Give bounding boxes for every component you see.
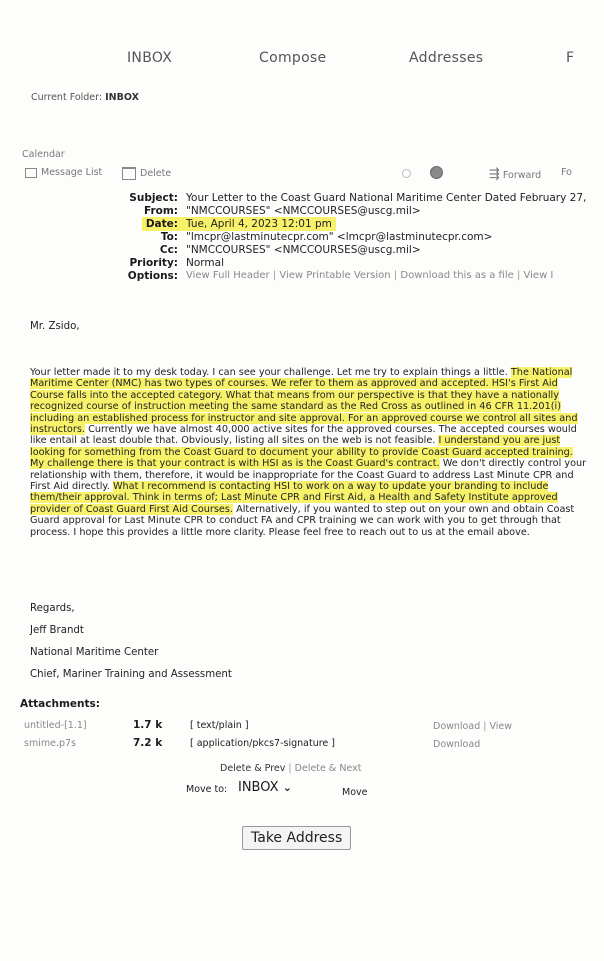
attachment-size: 1.7 k xyxy=(133,719,163,731)
options-links: View Full Header | View Printable Version | Download this as a file | View I xyxy=(186,270,554,281)
download-label: Download xyxy=(433,721,481,732)
signature-title: Chief, Mariner Training and Assessment xyxy=(30,669,232,680)
reply-all-icon[interactable] xyxy=(430,166,443,179)
to-label: To: xyxy=(160,231,178,243)
attachment-download-link[interactable]: Download | View xyxy=(433,721,513,732)
delete-nav: Delete & Prev | Delete & Next xyxy=(220,763,362,774)
delete-prev-link[interactable]: Delete & Prev xyxy=(220,763,286,774)
subject-value: Your Letter to the Coast Guard National Maritime Center Dated February 27, xyxy=(186,192,587,204)
date-value: Tue, April 4, 2023 12:01 pm xyxy=(186,218,332,230)
forward-label: Forward xyxy=(502,170,542,181)
view-cut-link[interactable]: View I xyxy=(523,270,554,281)
date-label: Date: xyxy=(145,218,178,230)
paragraph-active-sites: Currently we have almost 40,000 active sites for the approved courses. The accepted courses would like entail at least double that. Obviously, listing all sites on the web is not feasible. xyxy=(30,424,577,447)
take-address-button[interactable]: Take Address xyxy=(242,826,351,850)
nav-compose[interactable]: Compose xyxy=(259,50,327,66)
attachment-name[interactable]: untitled-[1.1] xyxy=(24,720,87,731)
download-file-link[interactable]: Download this as a file xyxy=(400,270,514,281)
message-list-label: Message List xyxy=(41,167,103,178)
nav-inbox[interactable]: INBOX xyxy=(127,50,173,66)
delete-label: Delete xyxy=(140,168,172,179)
delete-button[interactable] xyxy=(122,167,171,180)
move-folder-value: INBOX xyxy=(238,780,279,795)
paragraph-alternative: Alternatively, if you wanted to step out on your own and obtain Coast Guard approval for Last Minute CPR to conduct FA and CPR training we can work with you to get through that process. I hope this provides a little more clarity. Please feel free to reach out to us at the email above. xyxy=(30,503,575,538)
trash-icon xyxy=(122,167,136,180)
forward-button[interactable] xyxy=(489,167,541,182)
greeting: Mr. Zsido, xyxy=(30,321,80,332)
from-label: From: xyxy=(143,205,178,217)
view-attachment-link[interactable]: View xyxy=(489,721,513,732)
paragraph-intro: Your letter made it to my desk today. I can see your challenge. Let me try to explain things a little. xyxy=(30,367,508,378)
move-to-label: Move to: xyxy=(186,784,228,795)
priority-value: Normal xyxy=(186,257,224,269)
view-full-header-link[interactable]: View Full Header xyxy=(186,270,270,281)
signature-org: National Maritime Center xyxy=(30,647,159,658)
calendar-link[interactable]: Calendar xyxy=(22,149,65,160)
cc-value: "NMCCOURSES" <NMCCOURSES@uscg.mil> xyxy=(186,244,421,256)
message-body xyxy=(30,367,590,538)
attachment-size: 7.2 k xyxy=(133,737,163,749)
forward-attachment-cut[interactable]: Fo xyxy=(561,167,572,178)
nav-folders-cut[interactable]: F xyxy=(566,50,575,66)
nav-addresses[interactable]: Addresses xyxy=(409,50,484,66)
forward-icon: ⇶ xyxy=(489,167,500,182)
current-folder-name: INBOX xyxy=(105,92,139,103)
message-list-button[interactable] xyxy=(25,167,102,178)
options-label: Options: xyxy=(127,270,178,282)
move-folder-select[interactable] xyxy=(238,780,292,795)
current-folder-label: Current Folder: xyxy=(31,92,103,103)
subject-label: Subject: xyxy=(129,192,178,204)
paragraph-recommendation: What I recommend is contacting HSI to work on a way to update your branding to include them/their approval. Think in terms of; Last Minute CPR and First Aid, a Health and Safety Institute approved provider of Coast Guard First Aid Courses. xyxy=(30,481,558,515)
chevron-down-icon: ⌄ xyxy=(282,781,292,794)
attachment-name[interactable]: smime.p7s xyxy=(24,738,76,749)
move-button[interactable]: Move xyxy=(342,787,368,798)
paragraph-course-types: The National Maritime Center (NMC) has two types of courses. We refer to them as approved and accepted. HSI's First Aid Course falls into the accepted category. What that means from our perspective is that they have a nationally recognized course of instruction meeting the same standard as the Red Cross as outlined in 46 CFR 11.201(i) including an established process for instructor and site approval. For an approved course we control all sites and instructors. xyxy=(30,367,578,436)
delete-next-link[interactable]: Delete & Next xyxy=(294,763,362,774)
paragraph-relationship: We don't directly control your relationship with them, therefore, it would be inappropriate for the Coast Guard to address Last Minute CPR and First Aid directly. xyxy=(30,458,587,493)
attachments-heading: Attachments: xyxy=(20,698,100,710)
reply-icon[interactable] xyxy=(402,169,411,178)
to-value: "lmcpr@lastminutecpr.com" <lmcpr@lastminutecpr.com> xyxy=(186,231,493,243)
cc-label: Cc: xyxy=(159,244,178,256)
attachment-type: [ text/plain ] xyxy=(190,720,249,731)
current-folder xyxy=(31,92,139,103)
list-icon xyxy=(25,168,37,178)
attachment-type: [ application/pkcs7-signature ] xyxy=(190,738,335,749)
paragraph-contract: I understand you are just looking for something from the Coast Guard to document your ability to provide Coast Guard accepted training. My challenge there is that your contract is with HSI as is the Coast Guard's contract. xyxy=(30,435,573,470)
signature-name: Jeff Brandt xyxy=(30,625,84,636)
view-printable-link[interactable]: View Printable Version xyxy=(279,270,391,281)
attachment-download-link[interactable]: Download xyxy=(433,739,481,750)
from-value: "NMCCOURSES" <NMCCOURSES@uscg.mil> xyxy=(186,205,421,217)
priority-label: Priority: xyxy=(129,257,178,269)
regards: Regards, xyxy=(30,603,75,614)
